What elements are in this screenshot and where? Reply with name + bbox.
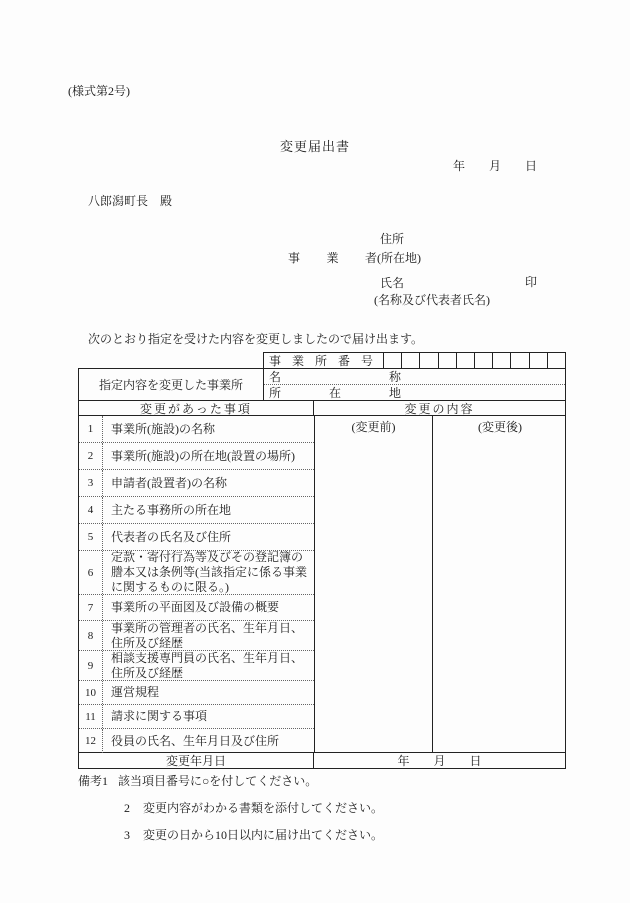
seal-mark: 印 xyxy=(525,275,538,289)
changed-office-section xyxy=(78,368,566,400)
applicant-entity-label: 事業者 xyxy=(288,251,377,265)
item-number: 7 xyxy=(79,595,103,620)
date-line: 年 月 日 xyxy=(453,159,538,173)
change-notification-table xyxy=(78,352,566,769)
item-number: 1 xyxy=(79,416,103,442)
item-label: 請求に関する事項 xyxy=(111,709,208,723)
note-line xyxy=(124,826,383,843)
office-number-digit-cell xyxy=(510,353,528,368)
addressee: 八郎潟町長 殿 xyxy=(88,194,173,208)
note-text: 変更内容がわかる書類を添付してください。 xyxy=(143,801,384,815)
item-row xyxy=(79,443,314,470)
applicant-location-label: (所在地) xyxy=(377,251,421,265)
office-number-digit-cell xyxy=(438,353,456,368)
applicant-name-note: (名称及び代表者氏名) xyxy=(374,293,490,307)
items-body xyxy=(78,415,566,752)
item-row xyxy=(79,497,314,524)
item-number: 6 xyxy=(79,551,103,594)
applicant-name-label: 氏名 xyxy=(380,276,405,290)
office-number-digit-cell xyxy=(529,353,547,368)
office-address-row xyxy=(264,385,565,400)
item-number: 3 xyxy=(79,470,103,496)
item-row xyxy=(79,595,314,621)
office-name-label: 名称 xyxy=(269,370,401,384)
change-date-label: 変更年月日 xyxy=(79,753,314,768)
applicant-entity-line xyxy=(288,249,421,266)
office-number-digit-cell xyxy=(383,353,401,368)
office-number-digit-cell xyxy=(547,353,565,368)
item-label: 申請者(設置者)の名称 xyxy=(111,475,227,490)
office-address-label: 所在地 xyxy=(269,386,401,400)
office-number-digit-cell xyxy=(474,353,492,368)
content-header: 変更の内容 xyxy=(404,401,475,416)
item-number: 4 xyxy=(79,497,103,523)
applicant-address-label: 住所 xyxy=(380,232,405,246)
change-content-area xyxy=(314,416,567,752)
item-label: 事業所(施設)の所在地(設置の場所) xyxy=(111,448,295,463)
item-label: 事業所の管理者の氏名、生年月日、住所及び経歴 xyxy=(111,620,304,650)
before-label: (変更前) xyxy=(351,420,396,434)
item-label: 定款・寄付行為等及びその登記簿の謄本又は条例等(当該指定に係る事業に関するものに限る。) xyxy=(111,550,307,594)
item-row xyxy=(79,551,314,595)
item-row xyxy=(79,705,314,729)
item-row xyxy=(79,416,314,443)
office-number-digit-cell xyxy=(419,353,437,368)
office-name-row xyxy=(264,369,565,385)
item-row xyxy=(79,621,314,651)
office-number-digit-cell xyxy=(401,353,419,368)
form-number: (様式第2号) xyxy=(68,84,130,98)
item-label: 事業所の平面図及び設備の概要 xyxy=(111,600,280,614)
note-prefix: 備考1 xyxy=(78,774,109,788)
office-number-label-cell xyxy=(264,353,383,368)
office-number-digit-cell xyxy=(492,353,510,368)
change-date-value: 年 月 日 xyxy=(397,754,482,768)
office-number-label: 事業所番号 xyxy=(269,354,373,368)
item-row xyxy=(79,651,314,681)
note-text: 変更の日から10日以内に届け出てください。 xyxy=(143,828,384,842)
changed-office-fields xyxy=(264,369,565,400)
note-line xyxy=(78,772,317,789)
item-row xyxy=(79,470,314,497)
office-number-digit-cell xyxy=(456,353,474,368)
item-label: 事業所(施設)の名称 xyxy=(111,421,215,436)
office-number-row xyxy=(263,352,566,368)
item-label: 代表者の氏名及び住所 xyxy=(111,529,232,544)
item-label: 役員の氏名、生年月日及び住所 xyxy=(111,733,280,748)
item-number: 8 xyxy=(79,621,103,650)
table-header-row xyxy=(78,400,566,415)
after-label: (変更後) xyxy=(478,420,522,434)
note-text: 該当項目番号に○を付してください。 xyxy=(118,774,318,788)
item-label: 主たる事務所の所在地 xyxy=(111,502,232,517)
item-number: 11 xyxy=(79,705,103,728)
changed-office-label: 指定内容を変更した事業所 xyxy=(79,369,264,400)
note-prefix: 3 xyxy=(124,828,130,842)
item-label: 相談支援専門員の氏名、生年月日、住所及び経歴 xyxy=(111,650,304,680)
note-line xyxy=(124,799,383,816)
change-date-row xyxy=(78,752,566,769)
item-number: 5 xyxy=(79,524,103,550)
item-row xyxy=(79,729,314,753)
items-header: 変更があった事項 xyxy=(79,401,314,415)
item-number: 12 xyxy=(79,729,103,753)
before-after-divider xyxy=(432,416,433,752)
document-title: 変更届出書 xyxy=(279,139,350,154)
note-prefix: 2 xyxy=(124,801,130,815)
item-number: 2 xyxy=(79,443,103,469)
item-number: 9 xyxy=(79,651,103,680)
item-row xyxy=(79,524,314,551)
item-number: 10 xyxy=(79,681,103,704)
item-row xyxy=(79,681,314,705)
item-label: 運営規程 xyxy=(111,685,160,699)
declaration-line: 次のとおり指定を受けた内容を変更しましたので届け出ます。 xyxy=(88,332,424,346)
